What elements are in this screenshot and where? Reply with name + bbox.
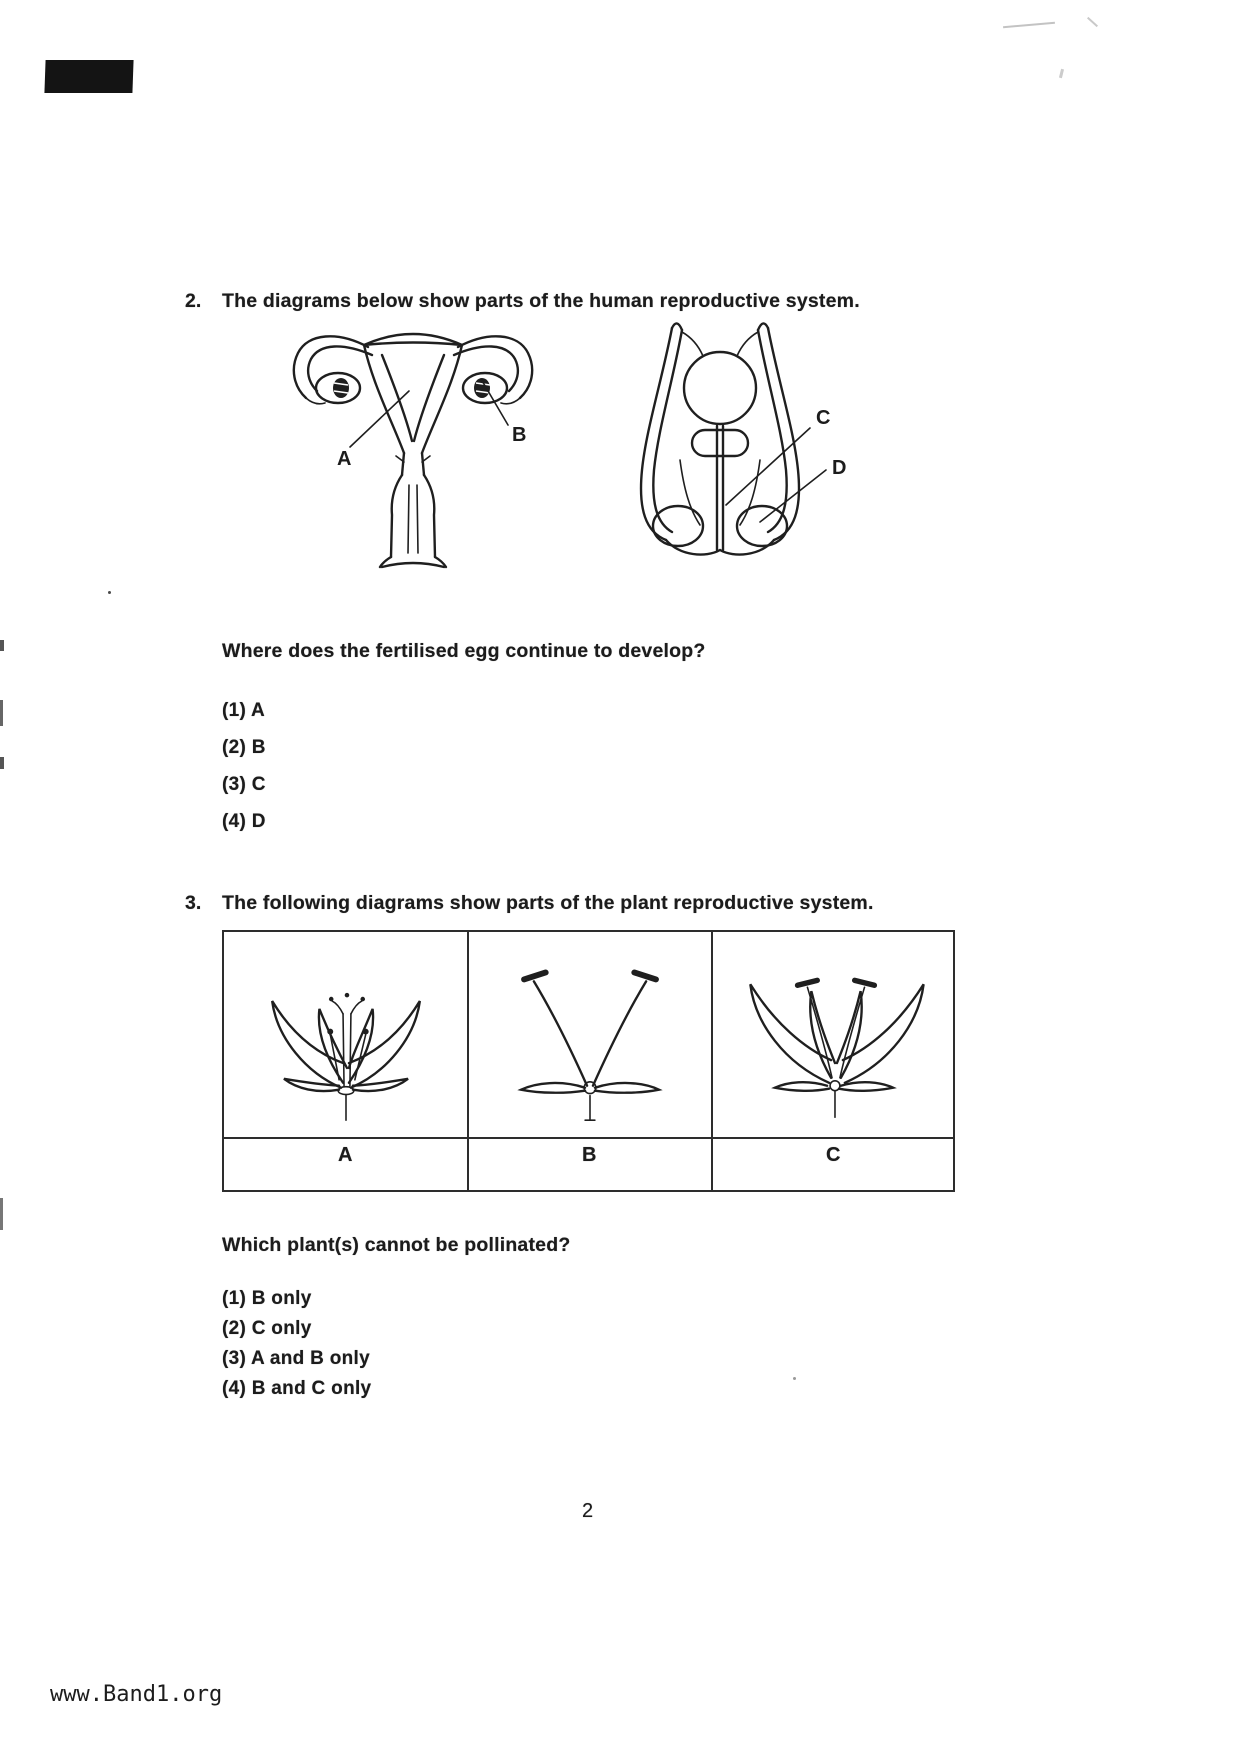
pencil-mark [1059,69,1064,78]
q3-option-2: (2) C only [222,1318,312,1339]
scan-speck [793,1377,796,1380]
watermark-url: www.Band1.org [50,1682,223,1707]
diagram-label-c: C [816,407,831,429]
question-2-prompt: The diagrams below show parts of the human reproductive system. [222,290,860,312]
pencil-mark [1003,22,1055,29]
diagram-label-d: D [832,457,847,479]
table-column-label-c: C [826,1144,841,1166]
plant-diagram-table [222,930,955,1192]
q3-option-4: (4) B and C only [222,1378,372,1399]
table-column-label-a: A [338,1144,353,1166]
question-2-text: Where does the fertilised egg continue to develop? [222,640,706,662]
flower-diagram-a [232,940,460,1132]
question-3-prompt: The following diagrams show parts of the plant reproductive system. [222,892,874,914]
female-reproductive-diagram [278,315,548,573]
question-2-number: 2. [185,290,202,312]
redaction-mark [44,60,133,93]
flower-diagram-b [476,940,704,1132]
male-reproductive-diagram [610,310,860,565]
flower-diagram-c [720,940,948,1132]
scan-speck [108,591,111,594]
scan-edge-mark [0,1198,3,1230]
question-3-text: Which plant(s) cannot be pollinated? [222,1234,571,1256]
page-number: 2 [581,1500,594,1522]
q3-option-1: (1) B only [222,1288,312,1309]
pencil-mark [1087,17,1098,27]
diagram-label-b: B [512,424,527,446]
scan-edge-mark [0,757,4,769]
question-3-options [222,1284,371,1404]
scan-edge-mark [0,640,4,651]
q2-option-2: (2) B [222,737,266,758]
diagram-label-a: A [337,448,352,470]
question-2-options [222,692,266,840]
scan-edge-mark [0,700,3,726]
question-3-number: 3. [185,892,202,914]
table-divider [224,1137,953,1139]
q2-option-4: (4) D [222,811,266,832]
question-3-heading [185,892,874,915]
table-column-label-b: B [582,1144,597,1166]
q3-option-3: (3) A and B only [222,1348,371,1369]
q2-option-3: (3) C [222,774,266,795]
q2-option-1: (1) A [222,700,266,721]
